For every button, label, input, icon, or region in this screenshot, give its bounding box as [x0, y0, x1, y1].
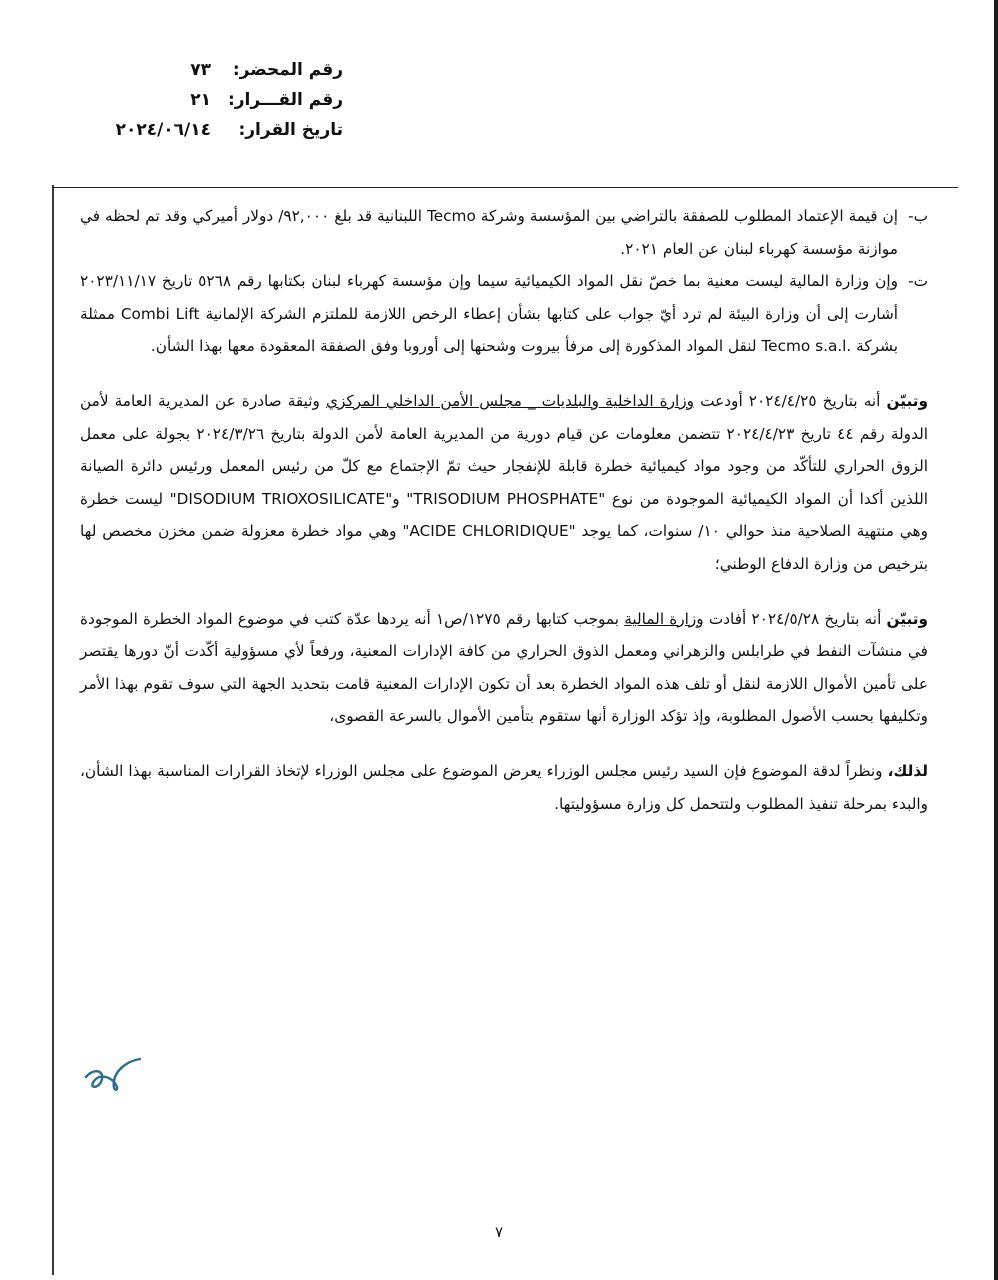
decision-number-label: رقم القـــرار: — [227, 90, 343, 110]
paragraph-2-text-1: أنه بتاريخ ٢٠٢٤/٥/٢٨ أفادت — [703, 609, 887, 628]
paragraph-1-text-4: ليست خطرة وهي منتهية الصلاحية منذ حوالي ١٠/ سنوات، كما يوجد — [80, 489, 928, 541]
item-t — [80, 265, 928, 363]
paragraph-interior-ministry — [80, 385, 928, 581]
decision-date-label: تاريخ القرار: — [238, 120, 343, 140]
paragraph-2-lead: وتبيّن — [886, 609, 928, 628]
minutes-number-row — [53, 60, 343, 81]
page-right-edge — [994, 0, 998, 1280]
page-number: ٧ — [495, 1223, 504, 1241]
paragraph-1-underlined: وزارة الداخلية والبلديات _ مجلس الأمن الداخلي المركزي — [325, 391, 695, 410]
item-b-text-1: إن قيمة الإعتماد المطلوب للصفقة بالتراضي بين المؤسسة وشركة — [475, 207, 899, 225]
paragraph-gap — [80, 733, 928, 755]
chemical-trisodium-phosphate: "TRISODIUM PHOSPHATE" — [406, 489, 606, 508]
item-b-marker: ب- — [908, 207, 928, 225]
signature-icon — [82, 1055, 144, 1095]
item-b — [80, 200, 928, 265]
paragraph-1-text-5: وهي مواد خطرة معزولة ضمن مخزن مخصص لها بترخيص من وزارة الدفاع الوطني؛ — [80, 522, 928, 573]
paragraph-3-lead: لذلك، — [887, 761, 928, 780]
paragraph-1-text-1: أنه بتاريخ ٢٠٢٤/٤/٢٥ أودعت — [694, 391, 887, 410]
header-divider — [52, 187, 958, 188]
item-t-text-1: وإن وزارة المالية ليست معنية بما خصّ نقل المواد الكيميائية سيما وإن مؤسسة كهرباء لبنان بكتابها رقم ٥٢٦٨ تاريخ ٢٠٢٣/١١/١٧ أشارت إلى أن وزارة البيئة لم ترد أيّ جواب على كتابها بشأن إعطاء الرخص اللازمة للملتزم الشركة الإلمانية — [80, 272, 899, 323]
paragraph-gap — [80, 581, 928, 603]
minutes-number-label: رقم المحضر: — [232, 60, 343, 80]
item-t-marker: ت- — [908, 272, 928, 291]
item-b-tecmo: Tecmo — [426, 207, 476, 225]
chemical-acide-chloridique: "ACIDE CHLORIDIQUE" — [402, 522, 576, 541]
item-t-text-3: لنقل المواد المذكورة إلى مرفأ بيروت وشحنها إلى أوروبا وفق الصفقة المعقودة معها بهذا الشأن. — [150, 337, 762, 356]
item-t-text-2: ممثلة بشركة — [80, 304, 898, 356]
decision-header — [53, 60, 343, 150]
paragraph-2-text-2: بموجب كتابها رقم ١٢٧٥/ص١ أنه يردها عدّة كتب في موضوع المواد الخطرة الموجودة في منشآت النفط في طرابلس والزهراني ومعمل الذوق الحراري من كافة الإدارات المعنية، ورفعاً لأي مسؤولية أكّدت أنّ دورها يقتصر على تأمين الأموال اللازمة لنقل أو تلف هذه المواد الخطرة بعد أن تكون الإدارات المعنية قامت بتحديد الجهة التي سوف تقوم بهذا الأمر وتكليفها بحسب الأصول المطلوبة، وإذ تؤكد الوزارة أنها ستقوم بتأمين الأموال بالسرعة القصوى، — [80, 609, 928, 726]
paragraph-1-text-3: و — [392, 489, 407, 508]
paragraph-gap — [80, 363, 928, 385]
decision-number-value: ٢١ — [190, 90, 211, 110]
document-body — [80, 200, 928, 820]
minutes-number-value: ٧٣ — [190, 60, 211, 80]
paragraph-1-text-2: وثيقة صادرة عن المديرية العامة لأمن الدولة رقم ٤٤ تاريخ ٢٠٢٤/٤/٢٣ تتضمن معلومات عن قيام دورية من المديرية العامة لأمن الدولة بتاريخ ٢٠٢٤/٣/٢٦ بجولة على معمل الزوق الحراري للتأكّد من وجود مواد كيميائية خطرة قابلة للإنفجار حيث تمّ الإجتماع مع كلّ من رئيس المعمل ورئيس دائرة الصيانة اللذين أكدا أن المواد الكيميائية الموجودة من نوع — [80, 391, 929, 508]
decision-date-row — [53, 120, 343, 141]
paragraph-finance-ministry — [80, 603, 928, 733]
paragraph-2-underlined: وزارة المالية — [624, 609, 704, 628]
paragraph-1-lead: وتبيّن — [886, 391, 928, 410]
item-b-text-2: اللبنانية قد بلغ ٩٢,٠٠٠/ دولار أميركي وقد تم لحظه في موازنة مؤسسة كهرباء لبنان عن العام ٢٠٢١. — [80, 207, 898, 258]
decision-number-row — [53, 90, 343, 111]
chemical-disodium-trioxosilicate: "DISODIUM TRIOXOSILICATE" — [169, 489, 393, 508]
paragraph-3-text-1: ونظراً لدقة الموضوع فإن السيد رئيس مجلس الوزراء يعرض الموضوع على مجلس الوزراء لإتخاذ القرارات المناسبة بهذا الشأن، والبدء بمرحلة تنفيذ المطلوب ولتتحمل كل وزارة مسؤوليتها. — [80, 761, 928, 813]
page-left-edge — [52, 185, 54, 1275]
paragraph-conclusion — [80, 755, 928, 820]
item-t-combi-lift: Combi Lift — [120, 304, 200, 323]
item-t-tecmo-sal: Tecmo s.a.l. — [761, 337, 852, 356]
decision-date-value: ٢٠٢٤/٠٦/١٤ — [115, 120, 211, 140]
